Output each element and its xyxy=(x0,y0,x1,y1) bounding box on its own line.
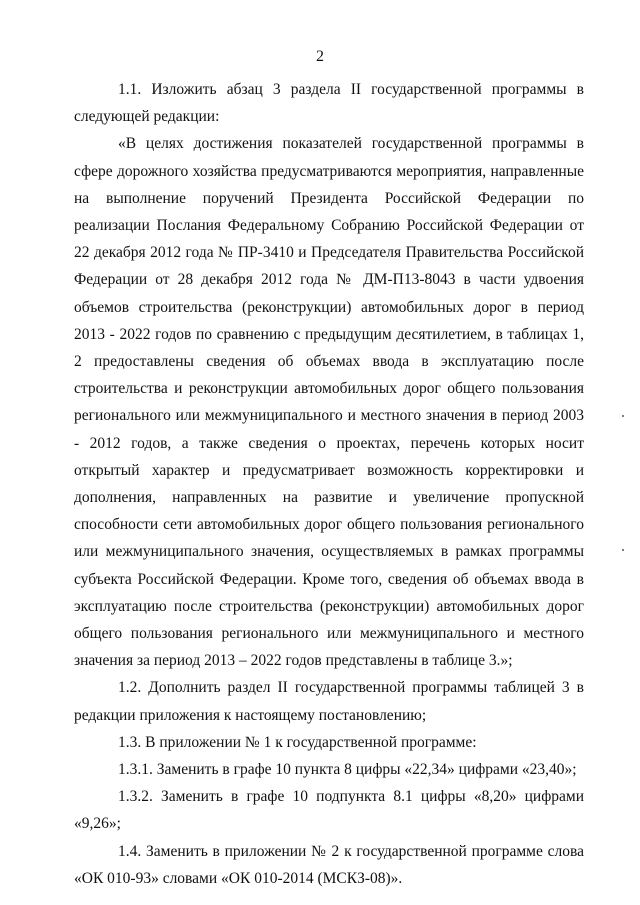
paragraph-1-2: 1.2. Дополнить раздел II государственной программы таблицей 3 в редакции приложения к настоящему постановлению; xyxy=(74,679,584,724)
paragraph-1-3: 1.3. В приложении № 1 к государственной программе: xyxy=(118,733,477,751)
scan-speck xyxy=(622,549,624,551)
page-number: 2 xyxy=(316,48,324,65)
document-body xyxy=(74,76,584,892)
paragraph-1-3-2: 1.3.2. Заменить в графе 10 подпункта 8.1 цифры «8,20» цифрами «9,26»; xyxy=(74,788,584,833)
paragraph-1-3-1: 1.3.1. Заменить в графе 10 пункта 8 цифры «22,34» цифрами «23,40»; xyxy=(118,761,577,779)
paragraph-1-4: 1.4. Заменить в приложении № 2 к государственной программе слова «ОК 010-93» словами «ОК 010-2014 (МСКЗ-08)». xyxy=(74,842,584,887)
paragraph-quoted-text: «В целях достижения показателей государственной программы в сфере дорожного хозяйства предусматриваются мероприятия, направленные на выполнение поручений Президента Российской Федерации по реализации Послания Федеральному Собранию Российской Федерации от 22 декабря 2012 года № ПР-3410 и Председателя Правительства Российской Федерации от 28 декабря 2012 года № ДМ-П13-8043 в части удвоения объемов строительства (реконструкции) автомобильных дорог в период 2013 - 2022 годов по сравнению с предыдущим десятилетием, в таблицах 1, 2 предоставлены сведения об объемах ввода в эксплуатацию после строительства и реконструкции автомобильных дорог общего пользования регионального или межмуниципального и местного значения в период 2003 - 2012 годов, а также сведения о проектах, перечень которых носит открытый характер и предусматривает возможность корректировки и дополнения, направленных на развитие и увеличение пропускной способности сети автомобильных дорог общего пользования регионального или межмуниципального значения, осуществляемых в рамках программы субъекта Российской Федерации. Кроме того, сведения об объемах ввода в эксплуатацию после строительства (реконструкции) автомобильных дорог общего пользования регионального или межмуниципального и местного значения за период 2013 – 2022 годов представлены в таблице 3.»; xyxy=(74,135,584,670)
scan-speck xyxy=(622,415,624,417)
paragraph-1-1: 1.1. Изложить абзац 3 раздела II государственной программы в следующей редакции: xyxy=(74,81,584,126)
